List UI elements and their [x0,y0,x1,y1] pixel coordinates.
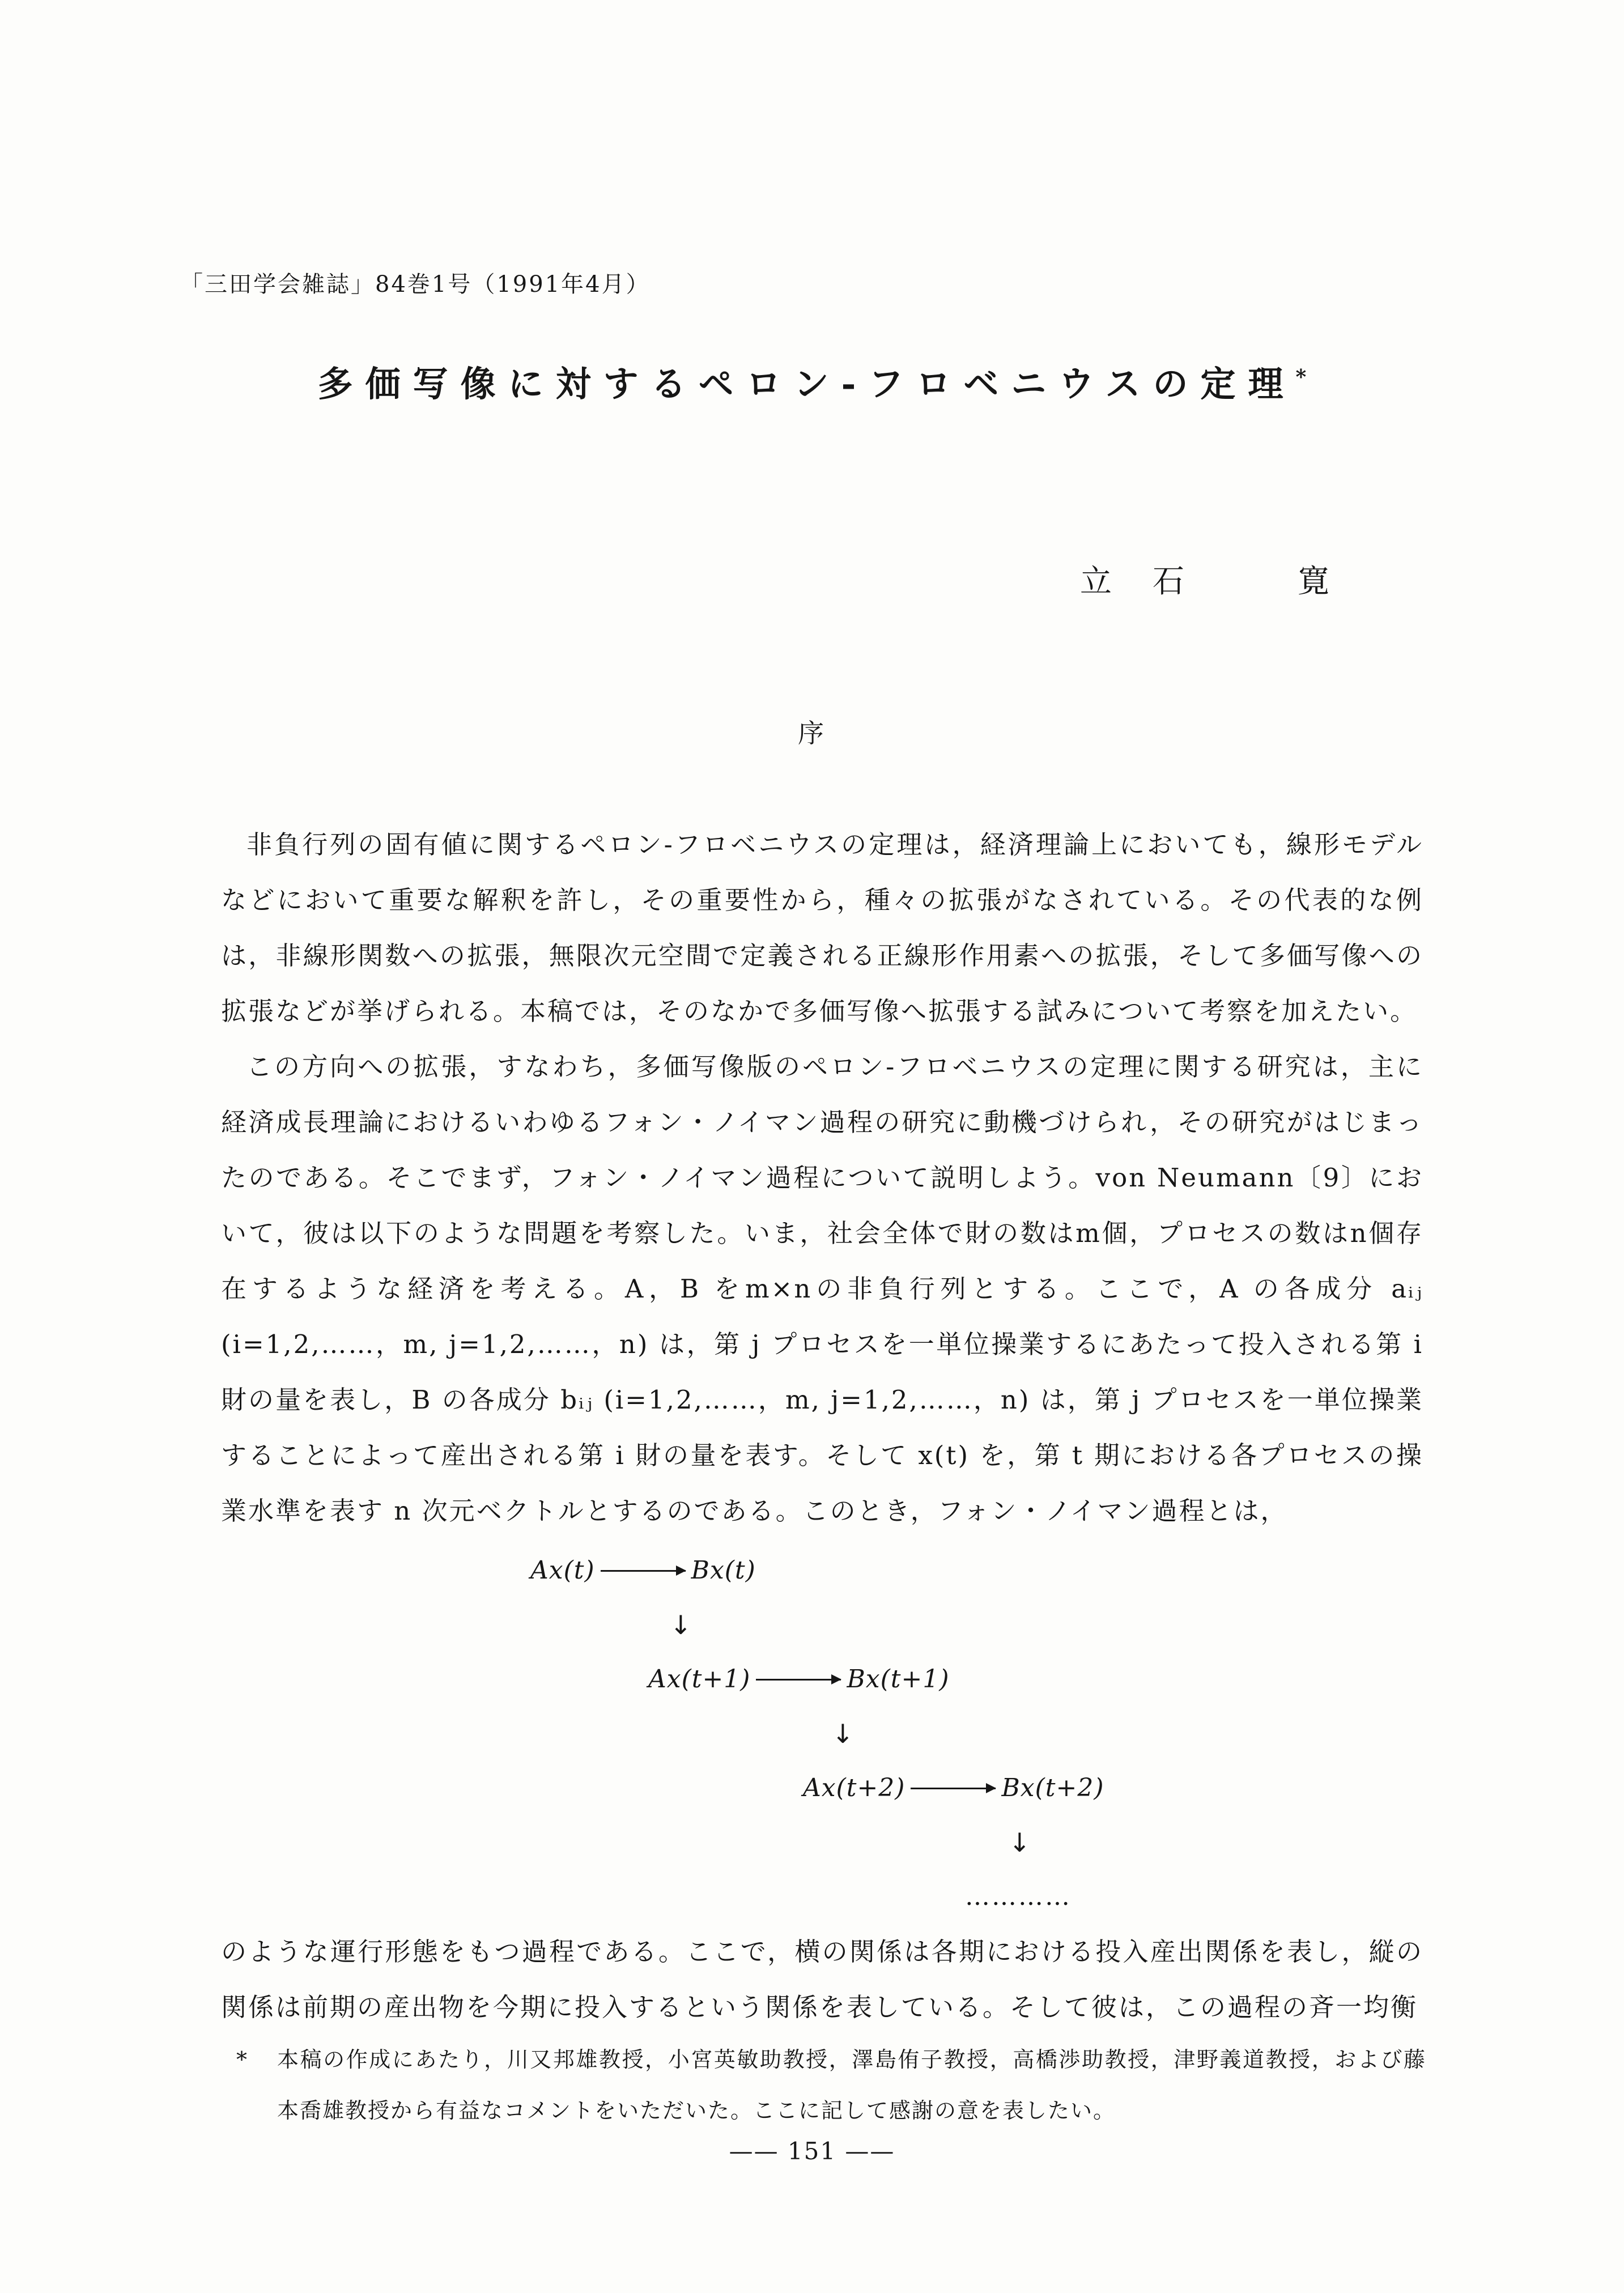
journal-header: 「三田学会雑誌」84巻1号（1991年4月） [180,271,651,297]
footnote [236,2034,1426,2136]
paper-title [0,356,1624,406]
von-neumann-process-diagram [221,1543,1423,1924]
formula-row-3-lhs: Ax(t+2) [803,1773,905,1802]
formula-row-1-lhs: Ax(t) [530,1556,595,1585]
paper-title-text: 多価写像に対するペロン-フロベニウスの定理 [317,363,1296,405]
section-heading: 序 [798,718,826,748]
down-arrow-icon: ↓ [1009,1827,1032,1858]
right-arrow-icon [911,1788,996,1789]
down-arrow-row-2 [832,1707,1423,1761]
formula-row-2-rhs: Bx(t+1) [847,1665,950,1694]
formula-row-3-rhs: Bx(t+2) [1001,1773,1104,1802]
right-arrow-icon [601,1570,686,1572]
title-footnote-marker: * [1295,365,1307,389]
down-arrow-icon: ↓ [670,1610,694,1640]
author-name: 立 石 寛 [1080,563,1334,600]
formula-row-1-rhs: Bx(t) [691,1556,756,1585]
page-number: —— 151 —— [729,2137,895,2165]
ellipsis-row [965,1870,1423,1924]
footnote-marker: * [236,2047,248,2072]
formula-row-1 [530,1543,1423,1598]
closing-paragraph: のような運行形態をもつ過程である。ここで，横の関係は各期における投入産出関係を表し，縦の関係は前期の産出物を今期に投入するという関係を表している。そして彼は，この過程の斉一均衡 [221,1937,1423,2022]
paragraph-1: 非負行列の固有値に関するペロン-フロベニウスの定理は，経済理論上においても，線形モデルなどにおいて重要な解釈を許し，その重要性から，種々の拡張がなされている。その代表的な例は，非線形関数への拡張，無限次元空間で定義される正線形作用素への拡張，そして多価写像への拡張などが挙げられる。本稿では，そのなかで多価写像へ拡張する試みについて考察を加えたい。 [221,829,1423,1026]
footnote-text: 本稿の作成にあたり，川又邦雄教授，小宮英敏助教授，澤島侑子教授，高橋渉助教授，津野義道教授，および藤本喬雄教授から有益なコメントをいただいた。ここに記して感謝の意を表したい。 [277,2047,1426,2123]
down-arrow-row-1 [670,1598,1423,1652]
body-text [221,817,1423,2035]
formula-row-2 [648,1652,1423,1707]
ellipsis-text: ………… [965,1882,1072,1911]
right-arrow-icon [756,1679,841,1681]
down-arrow-icon: ↓ [832,1718,856,1749]
formula-row-3 [803,1761,1423,1815]
down-arrow-row-3 [1009,1815,1423,1870]
formula-row-2-lhs: Ax(t+1) [648,1665,751,1694]
paragraph-2: この方向への拡張，すなわち，多価写像版のペロン-フロベニウスの定理に関する研究は，主に経済成長理論におけるいわゆるフォン・ノイマン過程の研究に動機づけられ，その研究がはじまったのである。そこでまず，フォン・ノイマン過程について説明しよう。von Neumann〔9〕において，彼は以下のような問題を考察した。いま，社会全体で財の数はm個，プロセスの数はn個存在するような経済を考える。A，B をm×nの非負行列とする。ここで，A の各成分 aᵢⱼ (i=1,2,……，m, j=1,2,……，n) は，第 j プロセスを一単位操業するにあたって投入される第 i 財の量を表し，B の各成分 bᵢⱼ (i=1,2,……，m, j=1,2,……，n) は，第 j プロセスを一単位操業することによって産出される第 i 財の量を表す。そして x(t) を，第 t 期における各プロセスの操業水準を表す n 次元ベクトルとするのである。このとき，フォン・ノイマン過程とは， [221,1052,1423,1526]
